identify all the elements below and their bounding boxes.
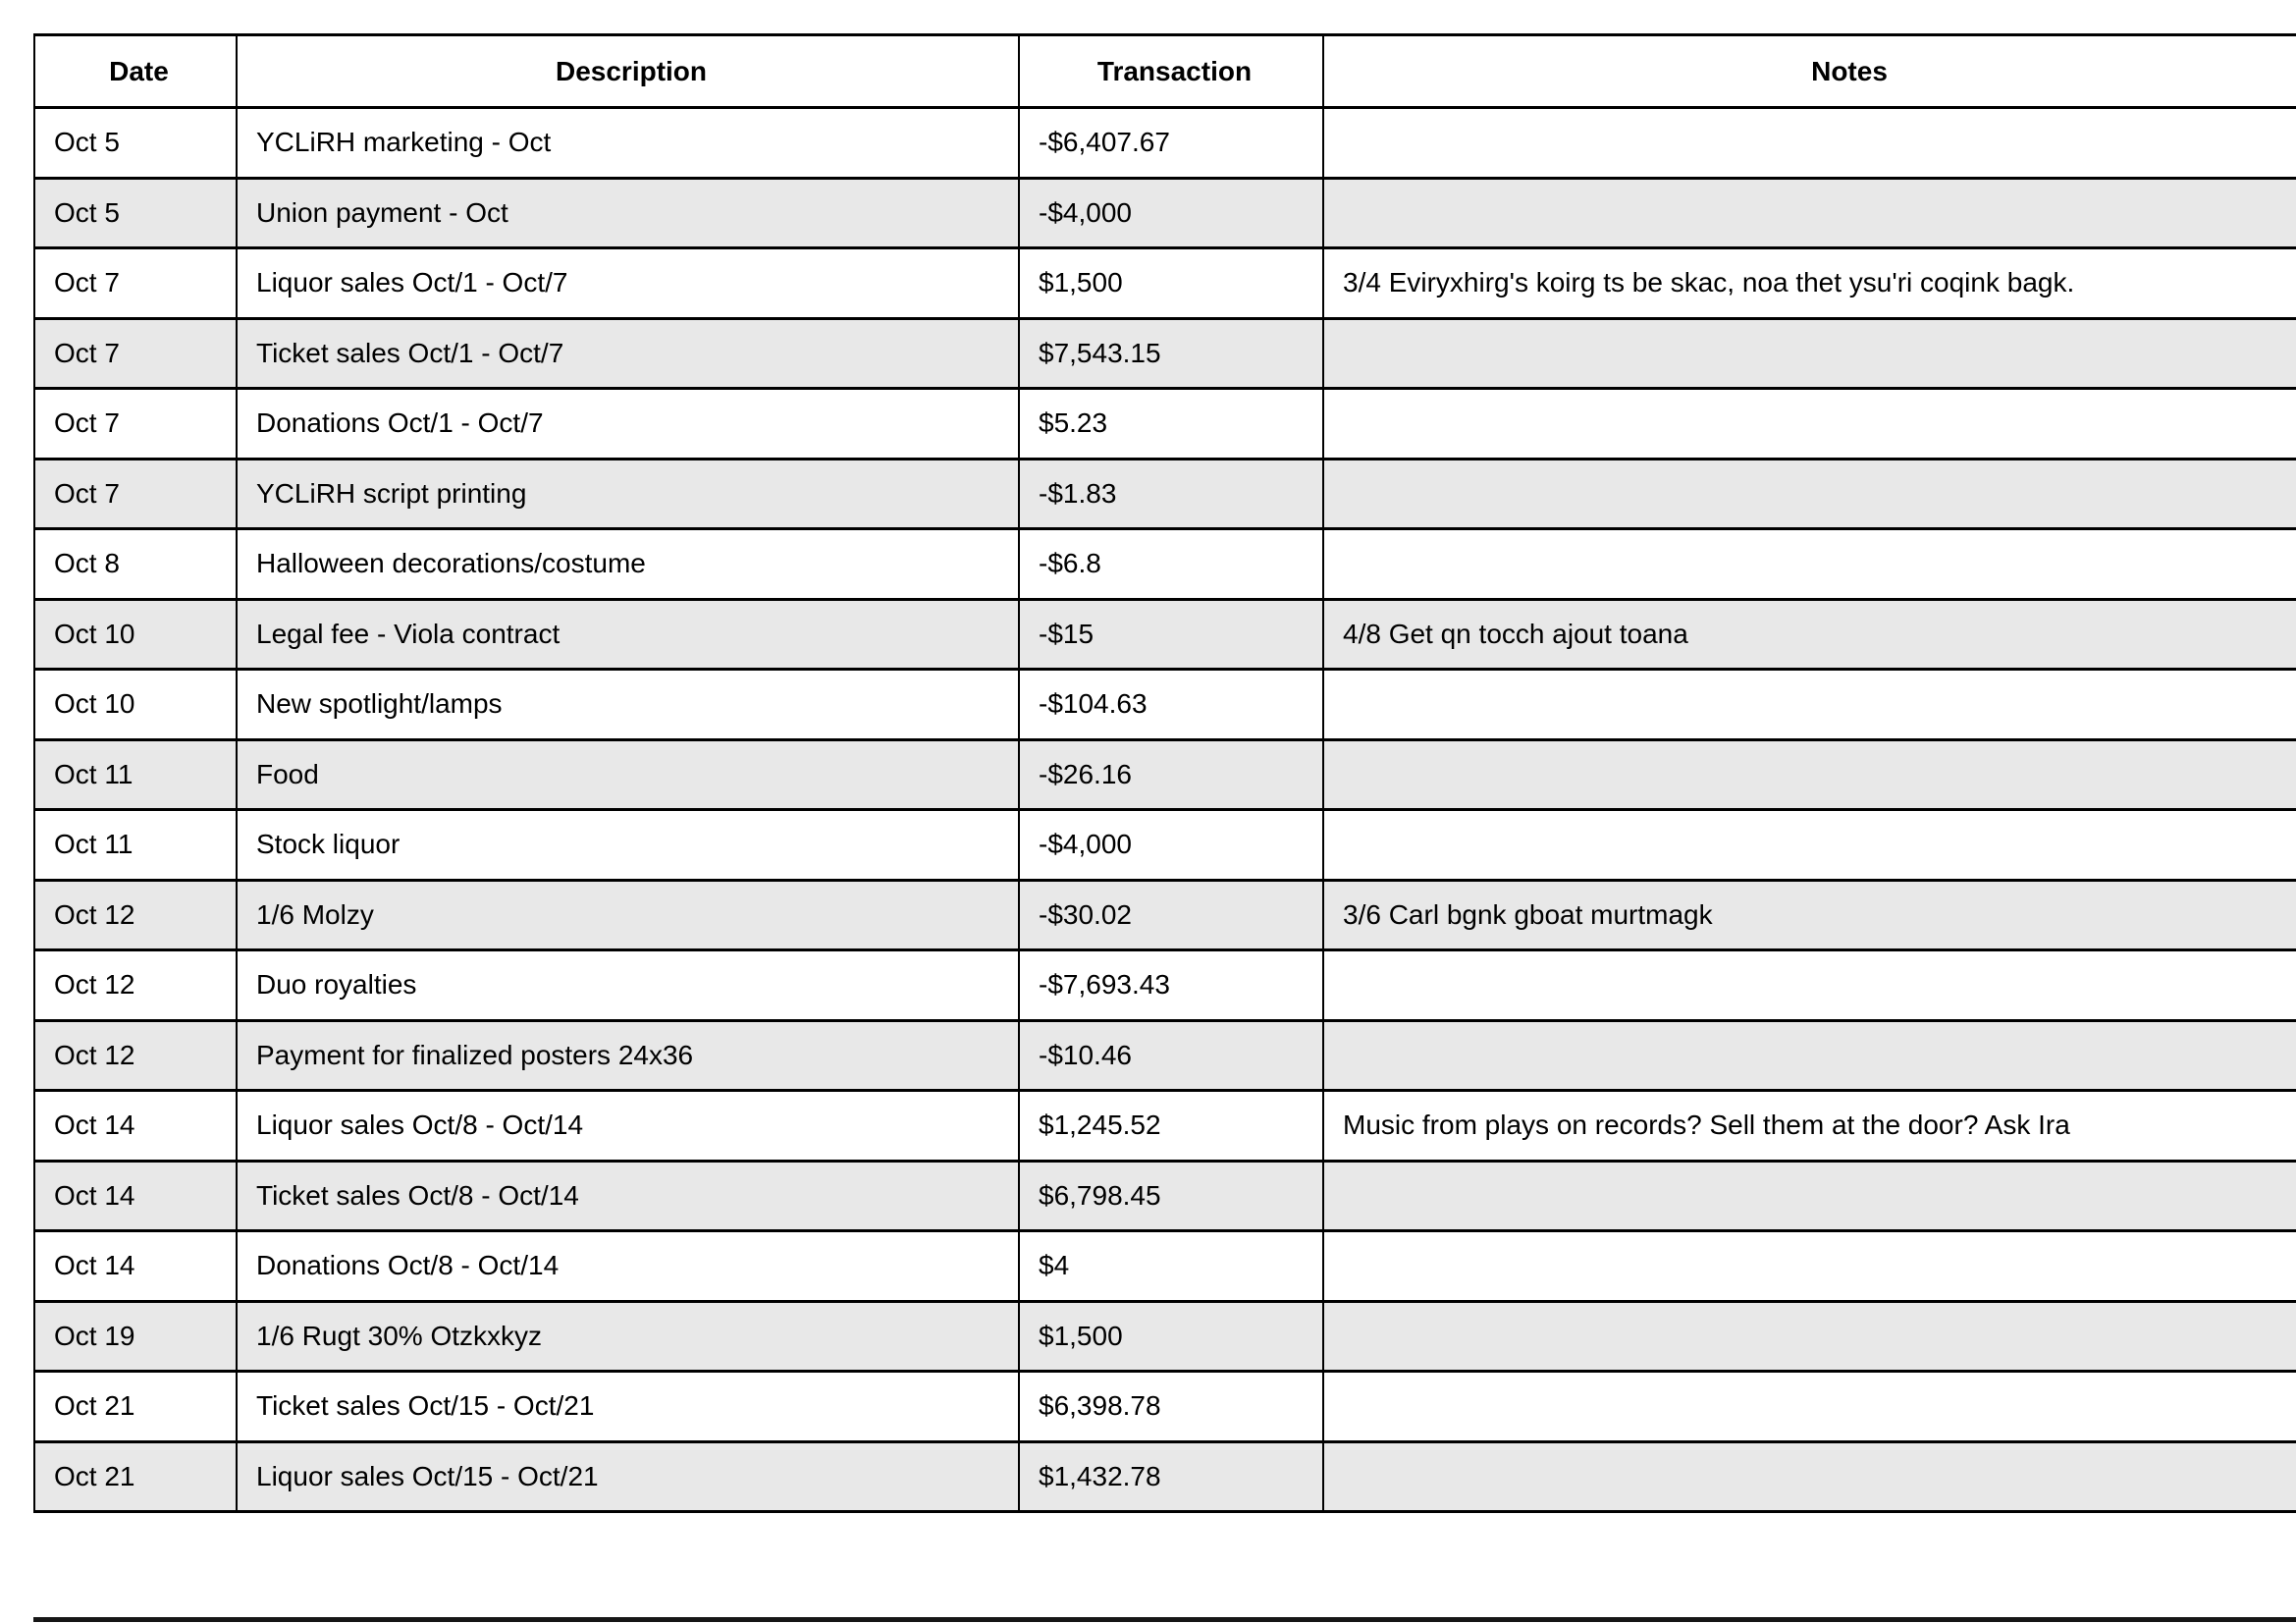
notes-cell bbox=[1323, 108, 2296, 179]
date-cell: Oct 11 bbox=[34, 810, 237, 881]
transaction-cell: $7,543.15 bbox=[1019, 318, 1323, 389]
notes-cell bbox=[1323, 739, 2296, 810]
column-header-date: Date bbox=[34, 35, 237, 108]
table-row bbox=[34, 1372, 2296, 1442]
date-cell: Oct 11 bbox=[34, 739, 237, 810]
table-row bbox=[34, 178, 2296, 248]
description-cell: Food bbox=[237, 739, 1019, 810]
table-row bbox=[34, 389, 2296, 460]
notes-cell bbox=[1323, 810, 2296, 881]
notes-cell bbox=[1323, 1372, 2296, 1442]
transaction-cell: -$6,407.67 bbox=[1019, 108, 1323, 179]
description-cell: Legal fee - Viola contract bbox=[237, 599, 1019, 670]
transaction-cell: $1,245.52 bbox=[1019, 1091, 1323, 1162]
transaction-cell: $6,398.78 bbox=[1019, 1372, 1323, 1442]
transaction-cell: -$15 bbox=[1019, 599, 1323, 670]
date-cell: Oct 12 bbox=[34, 880, 237, 950]
description-cell: YCLiRH script printing bbox=[237, 459, 1019, 529]
notes-cell bbox=[1323, 1301, 2296, 1372]
notes-cell: Music from plays on records? Sell them at the door? Ask Ira bbox=[1323, 1091, 2296, 1162]
table-row bbox=[34, 108, 2296, 179]
date-cell: Oct 21 bbox=[34, 1441, 237, 1512]
notes-cell: 4/8 Get qn tocch ajout toana bbox=[1323, 599, 2296, 670]
date-cell: Oct 7 bbox=[34, 248, 237, 319]
notes-cell bbox=[1323, 178, 2296, 248]
date-cell: Oct 7 bbox=[34, 318, 237, 389]
notes-cell bbox=[1323, 529, 2296, 600]
table-row bbox=[34, 459, 2296, 529]
date-cell: Oct 8 bbox=[34, 529, 237, 600]
table-row bbox=[34, 810, 2296, 881]
description-cell: Ticket sales Oct/15 - Oct/21 bbox=[237, 1372, 1019, 1442]
date-cell: Oct 14 bbox=[34, 1161, 237, 1231]
description-cell: New spotlight/lamps bbox=[237, 670, 1019, 740]
date-cell: Oct 14 bbox=[34, 1231, 237, 1302]
transaction-cell: -$1.83 bbox=[1019, 459, 1323, 529]
date-cell: Oct 14 bbox=[34, 1091, 237, 1162]
transaction-cell: -$7,693.43 bbox=[1019, 950, 1323, 1021]
transaction-cell: $5.23 bbox=[1019, 389, 1323, 460]
table-header bbox=[34, 35, 2296, 108]
notes-cell: 3/6 Carl bgnk gboat murtmagk bbox=[1323, 880, 2296, 950]
table-row bbox=[34, 1231, 2296, 1302]
transaction-cell: -$4,000 bbox=[1019, 810, 1323, 881]
column-header-notes: Notes bbox=[1323, 35, 2296, 108]
transaction-cell: $6,798.45 bbox=[1019, 1161, 1323, 1231]
description-cell: Liquor sales Oct/15 - Oct/21 bbox=[237, 1441, 1019, 1512]
description-cell: 1/6 Molzy bbox=[237, 880, 1019, 950]
table-row bbox=[34, 1301, 2296, 1372]
next-table-top-border bbox=[33, 1617, 2296, 1622]
date-cell: Oct 5 bbox=[34, 108, 237, 179]
date-cell: Oct 19 bbox=[34, 1301, 237, 1372]
date-cell: Oct 5 bbox=[34, 178, 237, 248]
description-cell: Stock liquor bbox=[237, 810, 1019, 881]
transaction-cell: $1,432.78 bbox=[1019, 1441, 1323, 1512]
date-cell: Oct 10 bbox=[34, 599, 237, 670]
description-cell: Donations Oct/8 - Oct/14 bbox=[237, 1231, 1019, 1302]
transaction-cell: -$4,000 bbox=[1019, 178, 1323, 248]
column-header-transaction: Transaction bbox=[1019, 35, 1323, 108]
date-cell: Oct 12 bbox=[34, 950, 237, 1021]
table-row bbox=[34, 529, 2296, 600]
transaction-cell: -$10.46 bbox=[1019, 1020, 1323, 1091]
notes-cell bbox=[1323, 1441, 2296, 1512]
date-cell: Oct 7 bbox=[34, 459, 237, 529]
notes-cell bbox=[1323, 318, 2296, 389]
date-cell: Oct 21 bbox=[34, 1372, 237, 1442]
table-row bbox=[34, 318, 2296, 389]
table-row bbox=[34, 670, 2296, 740]
date-cell: Oct 10 bbox=[34, 670, 237, 740]
transactions-table-container bbox=[33, 33, 2296, 1513]
notes-cell bbox=[1323, 459, 2296, 529]
transactions-table bbox=[33, 33, 2296, 1513]
description-cell: Liquor sales Oct/1 - Oct/7 bbox=[237, 248, 1019, 319]
table-row bbox=[34, 739, 2296, 810]
table-row bbox=[34, 950, 2296, 1021]
description-cell: Ticket sales Oct/1 - Oct/7 bbox=[237, 318, 1019, 389]
transaction-cell: -$26.16 bbox=[1019, 739, 1323, 810]
table-row bbox=[34, 1020, 2296, 1091]
description-cell: Halloween decorations/costume bbox=[237, 529, 1019, 600]
description-cell: Payment for finalized posters 24x36 bbox=[237, 1020, 1019, 1091]
table-row bbox=[34, 880, 2296, 950]
notes-cell bbox=[1323, 950, 2296, 1021]
description-cell: Union payment - Oct bbox=[237, 178, 1019, 248]
transaction-cell: -$30.02 bbox=[1019, 880, 1323, 950]
notes-cell bbox=[1323, 389, 2296, 460]
table-row bbox=[34, 1441, 2296, 1512]
table-row bbox=[34, 1091, 2296, 1162]
transaction-cell: $1,500 bbox=[1019, 1301, 1323, 1372]
transaction-cell: $1,500 bbox=[1019, 248, 1323, 319]
table-row bbox=[34, 248, 2296, 319]
date-cell: Oct 12 bbox=[34, 1020, 237, 1091]
notes-cell: 3/4 Eviryxhirg's koirg ts be skac, noa thet ysu'ri coqink bagk. bbox=[1323, 248, 2296, 319]
table-header-row bbox=[34, 35, 2296, 108]
table-row bbox=[34, 599, 2296, 670]
notes-cell bbox=[1323, 1231, 2296, 1302]
transaction-cell: -$104.63 bbox=[1019, 670, 1323, 740]
notes-cell bbox=[1323, 1161, 2296, 1231]
description-cell: Duo royalties bbox=[237, 950, 1019, 1021]
date-cell: Oct 7 bbox=[34, 389, 237, 460]
description-cell: Liquor sales Oct/8 - Oct/14 bbox=[237, 1091, 1019, 1162]
description-cell: 1/6 Rugt 30% Otzkxkyz bbox=[237, 1301, 1019, 1372]
table-row bbox=[34, 1161, 2296, 1231]
transactions-table-body bbox=[34, 108, 2296, 1512]
column-header-description: Description bbox=[237, 35, 1019, 108]
description-cell: Donations Oct/1 - Oct/7 bbox=[237, 389, 1019, 460]
notes-cell bbox=[1323, 1020, 2296, 1091]
transaction-cell: -$6.8 bbox=[1019, 529, 1323, 600]
description-cell: Ticket sales Oct/8 - Oct/14 bbox=[237, 1161, 1019, 1231]
description-cell: YCLiRH marketing - Oct bbox=[237, 108, 1019, 179]
transaction-cell: $4 bbox=[1019, 1231, 1323, 1302]
notes-cell bbox=[1323, 670, 2296, 740]
